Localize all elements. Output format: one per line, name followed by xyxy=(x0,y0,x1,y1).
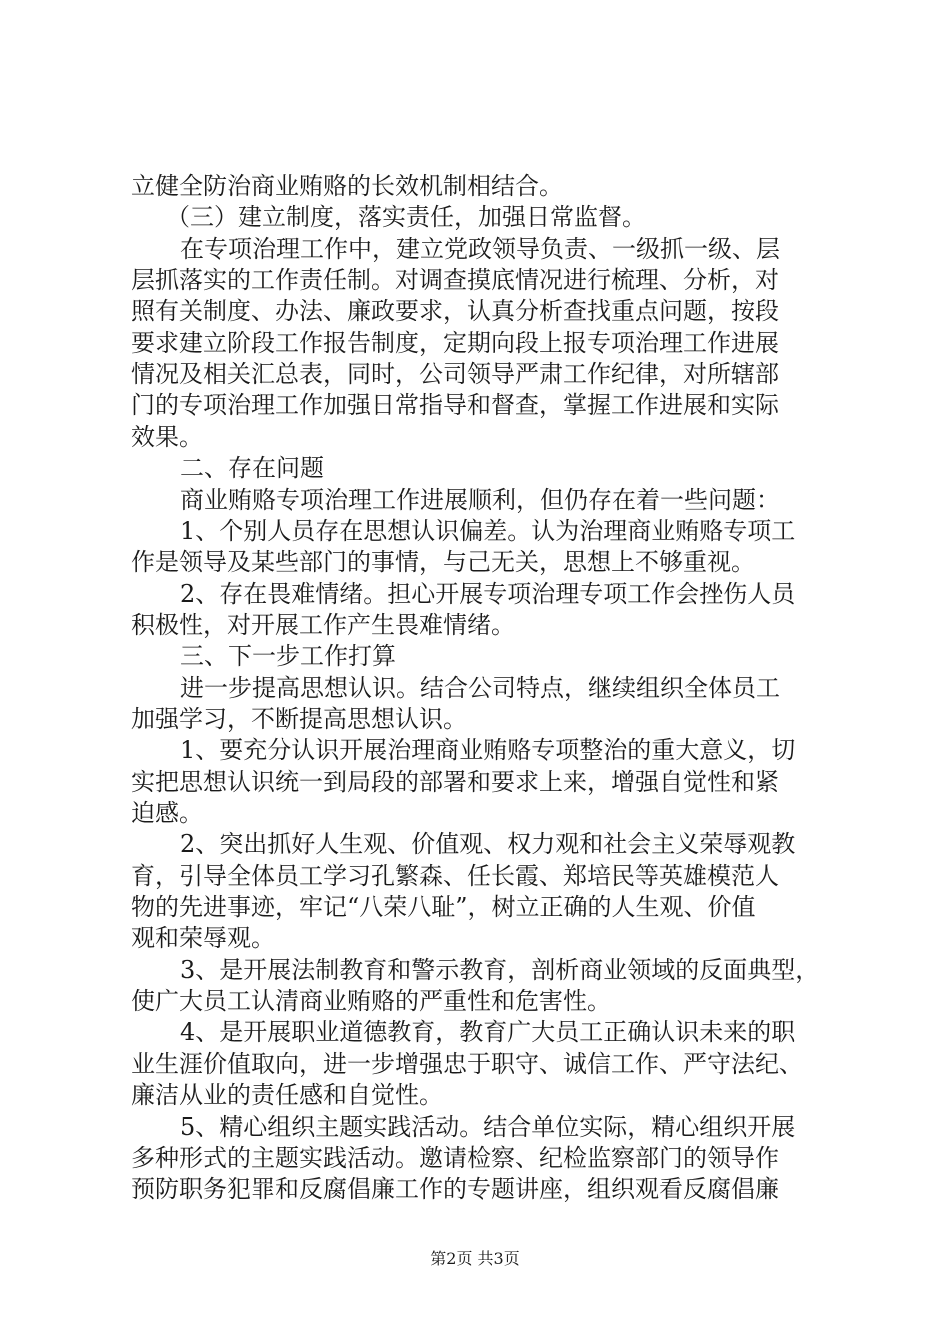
text-line: 使广大员工认清商业贿赂的严重性和危害性。 xyxy=(131,987,611,1016)
text-line: 加强学习，不断提高思想认识。 xyxy=(131,704,467,733)
text-line: 要求建立阶段工作报告制度，定期向段上报专项治理工作进展 xyxy=(131,328,779,357)
text-line: 育，引导全体员工学习孔繁森、任长霞、郑培民等英雄模范人 xyxy=(131,861,779,890)
section-heading: 二、存在问题 xyxy=(180,454,324,483)
text-line: 1、个别人员存在思想认识偏差。认为治理商业贿赂专项工 xyxy=(180,516,796,545)
text-line: 观和荣辱观。 xyxy=(131,924,275,953)
text-line: 作是领导及某些部门的事情，与己无关，思想上不够重视。 xyxy=(131,548,755,577)
text-line: 2、突出抓好人生观、价值观、权力观和社会主义荣辱观教 xyxy=(180,830,796,859)
page-footer: 第2页 共3页 xyxy=(430,1249,520,1268)
text-line: 预防职务犯罪和反腐倡廉工作的专题讲座，组织观看反腐倡廉 xyxy=(131,1175,779,1204)
text-line: 迫感。 xyxy=(131,799,203,827)
text-line: 进一步提高思想认识。结合公司特点，继续组织全体员工 xyxy=(180,673,780,702)
text-line: 积极性，对开展工作产生畏难情绪。 xyxy=(131,610,515,639)
text-line: 4、是开展职业道德教育，教育广大员工正确认识未来的职 xyxy=(180,1018,796,1047)
text-line: 商业贿赂专项治理工作进展顺利，但仍存在着一些问题： xyxy=(180,485,780,514)
text-line: （三）建立制度，落实责任，加强日常监督。 xyxy=(166,203,646,232)
text-line: 实把思想认识统一到局段的部署和要求上来，增强自觉性和紧 xyxy=(131,767,779,796)
section-heading: 三、下一步工作打算 xyxy=(180,642,396,671)
text-line: 效果。 xyxy=(131,422,203,451)
text-line: 业生涯价值取向，进一步增强忠于职守、诚信工作、严守法纪、 xyxy=(131,1049,803,1078)
text-line: 情况及相关汇总表，同时，公司领导严肃工作纪律，对所辖部 xyxy=(131,360,779,389)
text-line: 照有关制度、办法、廉政要求，认真分析查找重点问题，按段 xyxy=(131,297,779,326)
text-line: 2、存在畏难情绪。担心开展专项治理专项工作会挫伤人员 xyxy=(180,579,796,608)
text-line: 在专项治理工作中，建立党政领导负责、一级抓一级、层 xyxy=(180,234,780,263)
text-line: 层抓落实的工作责任制。对调查摸底情况进行梳理、分析，对 xyxy=(131,266,779,295)
text-line: 1、要充分认识开展治理商业贿赂专项整治的重大意义，切 xyxy=(180,736,796,765)
text-line: 门的专项治理工作加强日常指导和督查，掌握工作进展和实际 xyxy=(131,391,779,420)
text-line: 多种形式的主题实践活动。邀请检察、纪检监察部门的领导作 xyxy=(131,1143,779,1172)
text-line: 立健全防治商业贿赂的长效机制相结合。 xyxy=(131,172,563,200)
text-line: 物的先进事迹，牢记“八荣八耻”，树立正确的人生观、价值 xyxy=(131,893,756,922)
text-line: 5、精心组织主题实践活动。结合单位实际，精心组织开展 xyxy=(180,1112,796,1141)
text-line: 廉洁从业的责任感和自觉性。 xyxy=(131,1081,443,1110)
text-line: 3、是开展法制教育和警示教育，剖析商业领域的反面典型， xyxy=(180,955,820,984)
